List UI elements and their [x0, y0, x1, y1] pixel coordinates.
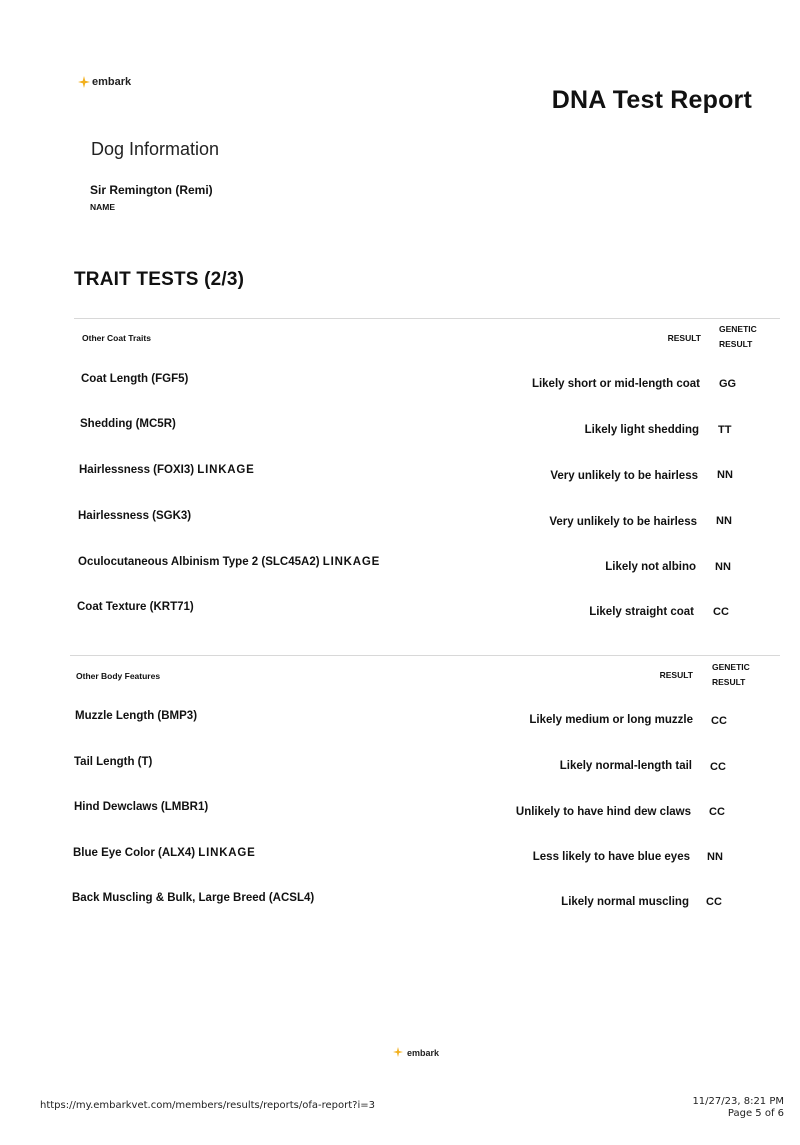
group-divider [70, 655, 780, 656]
trait-row-genotype: TT [718, 424, 732, 436]
linkage-tag: LINKAGE [198, 847, 256, 859]
genetic-label-line2: RESULT [712, 677, 746, 687]
dog-information-title: Dog Information [91, 139, 220, 159]
genetic-result-column-header [712, 660, 750, 690]
trait-row-name: Hind Dewclaws (LMBR1) [74, 801, 209, 813]
trait-row-name: Coat Length (FGF5) [81, 373, 189, 385]
result-column-header: RESULT [659, 670, 693, 680]
trait-row-genotype: CC [711, 715, 727, 727]
footer-page-number: Page 5 of 6 [727, 1108, 784, 1119]
trait-row-result: Very unlikely to be hairless [550, 470, 698, 482]
trait-row-name: Oculocutaneous Albinism Type 2 (SLC45A2) LINKAGE [78, 556, 381, 568]
footer-datetime: 11/27/23, 8:21 PM [692, 1096, 784, 1107]
trait-row-name: Hairlessness (FOXI3) LINKAGE [79, 464, 255, 476]
genetic-label-line2: RESULT [719, 339, 753, 349]
trait-row-name: Blue Eye Color (ALX4) LINKAGE [73, 847, 256, 859]
trait-row-genotype: NN [707, 851, 723, 863]
trait-row-genotype: NN [717, 469, 733, 481]
trait-row-result: Likely normal muscling [561, 896, 689, 908]
trait-row-genotype: NN [715, 561, 731, 573]
trait-row-genotype: NN [716, 515, 732, 527]
group-divider [74, 318, 780, 319]
trait-row-name: Coat Texture (KRT71) [77, 601, 194, 613]
dog-name-value: Sir Remington (Remi) [90, 183, 213, 197]
group-title-coat-traits: Other Coat Traits [82, 333, 151, 343]
genetic-label-line1: GENETIC [719, 324, 757, 334]
dog-name-label: NAME [90, 202, 116, 212]
linkage-tag: LINKAGE [322, 556, 381, 568]
trait-row-result: Likely normal-length tail [559, 760, 692, 772]
trait-row-name: Back Muscling & Bulk, Large Breed (ACSL4) [72, 892, 315, 904]
trait-row-result: Likely straight coat [589, 606, 694, 618]
footer-date-page [692, 1096, 784, 1120]
trait-row-result: Likely light shedding [584, 424, 699, 436]
trait-row-name: Muzzle Length (BMP3) [75, 710, 198, 722]
trait-row-result: Likely not albino [605, 561, 696, 573]
trait-row-result: Less likely to have blue eyes [532, 851, 690, 863]
embark-logo [78, 76, 131, 88]
trait-tests-title: TRAIT TESTS (2/3) [74, 269, 245, 290]
footer-embark-logo [393, 1047, 439, 1059]
trait-row-genotype: CC [709, 806, 725, 818]
trait-row-genotype: CC [710, 761, 726, 773]
trait-row-name: Hairlessness (SGK3) [78, 510, 192, 522]
linkage-tag: LINKAGE [197, 464, 255, 476]
trait-row-result: Very unlikely to be hairless [549, 516, 697, 528]
footer-logo-text: embark [407, 1048, 440, 1058]
genetic-result-column-header [719, 322, 757, 352]
trait-row-genotype: GG [719, 378, 737, 390]
trait-row-name: Shedding (MC5R) [80, 418, 176, 430]
trait-row-name: Tail Length (T) [74, 756, 153, 768]
trait-row-result: Likely medium or long muzzle [529, 714, 693, 726]
trait-row-genotype: CC [706, 896, 722, 908]
trait-row-result: Likely short or mid-length coat [531, 378, 700, 390]
group-title-body-features: Other Body Features [76, 671, 161, 681]
genetic-label-line1: GENETIC [712, 662, 750, 672]
trait-row-genotype: CC [713, 606, 729, 618]
embark-star-icon [78, 76, 90, 88]
result-column-header: RESULT [667, 333, 701, 343]
embark-logo-text: embark [92, 76, 132, 88]
embark-star-icon [393, 1047, 405, 1059]
trait-row-result: Unlikely to have hind dew claws [515, 806, 691, 818]
footer-url: https://my.embarkvet.com/members/results/reports/ofa-report?i=3 [40, 1100, 375, 1111]
report-title: DNA Test Report [551, 86, 752, 114]
